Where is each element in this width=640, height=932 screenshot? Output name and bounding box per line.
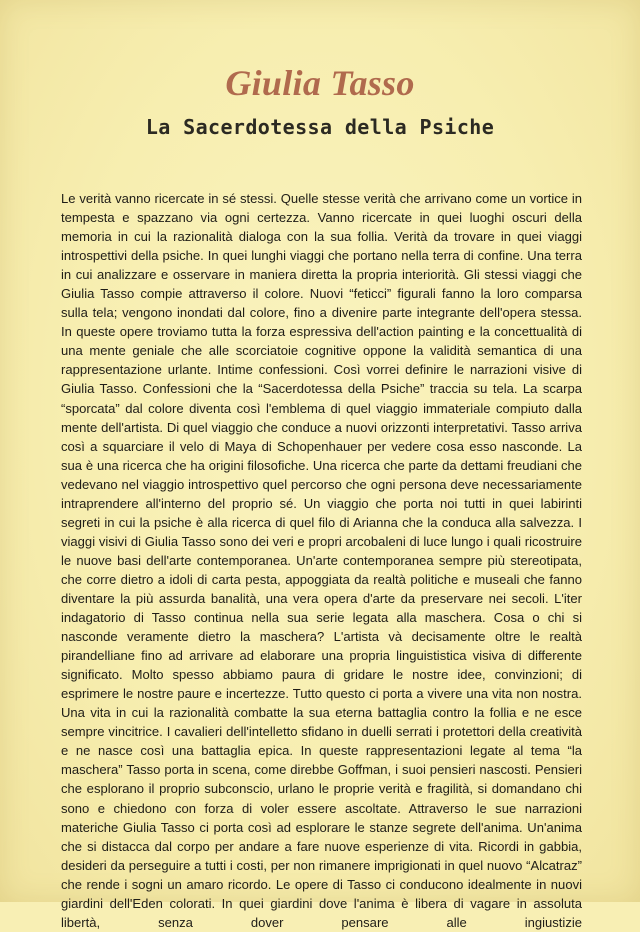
body-paragraph: Le verità vanno ricercate in sé stessi. Quelle stesse verità che arrivano come un vortice in tempesta e spazzano via ogni certezza. Vanno ricercate in quei luoghi oscuri della memoria in cui la razionalità dialoga con la sua follia. Verità da trovare in quei viaggi introspettivi della psiche. In quei lunghi viaggi che portano nella terra di confine. Una terra in cui analizzare e osservare in maniera diretta la propria interiorità. Gli stessi viaggi che Giulia Tasso compie attraverso il colore. Nuovi “feticci” figurali fanno la loro comparsa sulla tela; vengono inondati dal colore, fino a divenire parte integrante dell'opera stessa. In queste opere troviamo tutta la forza espressiva dell'action painting e la concettualità di una mente geniale che alle scorciatoie cognitive oppone la validità semantica di una rappresentazione urlante. Intime confessioni. Così vorrei definire le narrazioni visive di Giulia Tasso. Confessioni che la “Sacerdotessa della Psiche” traccia su tela. La scarpa “sporcata” dal colore diventa così l'emblema di quel viaggio immateriale compiuto dalla mente dell'artista. Di quel viaggio che conduce a nuovi orizzonti interpretativi. Tasso arriva così a squarciare il velo di Maya di Schopenhauer per vedere cosa esso nasconde. La sua è una ricerca che ha origini filosofiche. Una ricerca che parte da dettami freudiani che vedevano nel viaggio introspettivo quel percorso che ogni persona deve necessariamente intraprendere all'interno del proprio sé. Un viaggio che porta noi tutti in quei labirinti segreti in cui la psiche è alla ricerca di quel filo di Arianna che la conduca alla salvezza. I viaggi visivi di Giulia Tasso sono dei veri e propri arcobaleni di luce lungo i quali ricostruire le nuove basi dell'arte contemporanea. Un'arte contemporanea sempre più stereotipata, che corre dietro a idoli di carta pesta, appoggiata da realtà politiche e museali che fanno diventare la più assurda banalità, una vera opera d'arte da preservare nei secoli. L'iter indagatorio di Tasso continua nella sua serie legata alla maschera. Cosa o chi si nasconde veramente dietro la maschera? L'artista và decisamente oltre le realtà pirandelliane fino ad arrivare ad elaborare una propria linguististica visiva di differente significato. Molto spesso abbiamo paura di gridare le nostre idee, convinzioni; di esprimere le nostre paure e incertezze. Tutto questo ci porta a vivere una vita non nostra. Una vita in cui la razionalità combatte la sua eterna battaglia contro la follia e ne esce sempre vincitrice. I cavalieri dell'intelletto sfidano in duelli serrati i protettori della creatività e ne nasce così una battaglia epica. In queste rappresentazioni legate al tema “la maschera” Tasso porta in scena, come direbbe Goffman, i suoi pensieri nascosti. Pensieri che esplorano il proprio subconscio, urlano le proprie verità e fragilità, si domandano chi sono e chiedono con forza di voler essere ascoltate. Attraverso le sue narrazioni materiche Giulia Tasso ci porta così ad esplorare le stanze segrete dell'anima. Un'anima che si distacca dal corpo per andare a fare nuove esperienze di vita. Ricordi in gabbia, desideri da perseguire a tutti i costi, per non rimanere imprigionati in quel nuovo “Alcatraz” che rende i sogni un amaro ricordo. Le opere di Tasso ci conducono idealmente in nuovi giardini dell'Eden colorati. In quei giardini dove l'anima è libera di vagare in assoluta libertà, senza dover pensare alle ingiustizie [61, 191, 582, 930]
page-subtitle: La Sacerdotessa della Psiche [145, 115, 495, 139]
page-title: Giulia Tasso [225, 63, 415, 103]
